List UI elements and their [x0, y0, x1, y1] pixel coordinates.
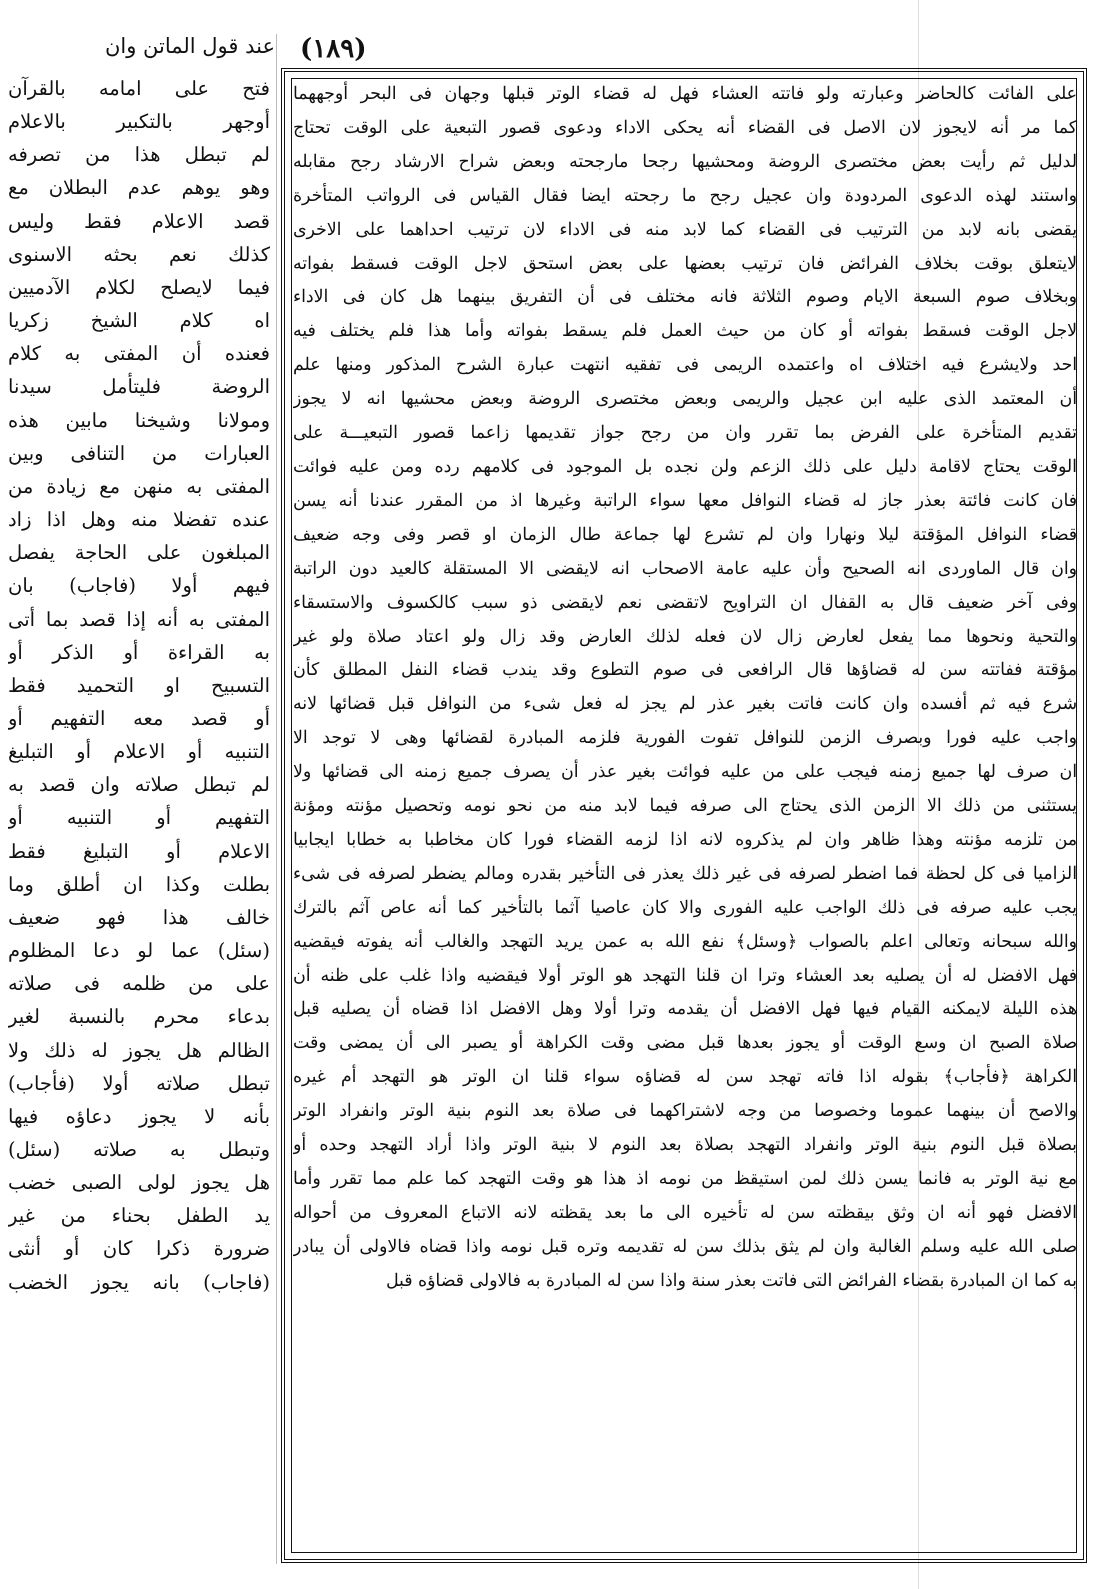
- margin-text-line: بأنه لا يجوز دعاؤه فيها: [8, 1104, 270, 1128]
- main-text-line: مؤقتة ففاتته سن له قضاؤها قال الرافعى فى صوم التطوع وقد يندب قضاء النفل المطلق كأن: [293, 660, 1077, 681]
- main-text-line: يقضى بانه لابد من الترتيب فى القضاء كما لابد منه فى الاداء لان ترتيب احداهما على الاخرى: [293, 219, 1077, 240]
- main-text-line: مع نية الوتر به فانما يسن ذلك لمن استيقظ من نومه اذ هذا هو وقت التهجد كما علم مما تقرر وأما: [293, 1169, 1077, 1189]
- main-text-line: وفى آخر ضعيف قال به القفال ان التراويح لاتقضى نعم لايقضى ذو سبب كالكسوف والاستسقاء: [293, 592, 1077, 613]
- margin-text-line: وهو يوهم عدم البطلان مع: [8, 176, 270, 200]
- margin-text-line: لم تبطل هذا من تصرفه: [8, 143, 270, 167]
- margin-text-line: (فاجاب) بانه يجوز الخضب: [8, 1270, 270, 1294]
- main-text-line: قضاء النوافل المؤقتة ليلا ونهارا وان لم تشرع لها جماعة طال الزمان او قصر وفى وجه ضعيف: [293, 524, 1077, 545]
- main-text-line: ان صرف لها جميع زمنه فيجب على من عليه فوائت بغير عذر أن يصرف جميع زمنه الى قضائها ولا: [293, 762, 1077, 783]
- main-text-line: أن المعتمد الذى عليه ابن عجيل والريمى وبعض مختصرى الروضة وبعض محشيها انه لا يجوز: [293, 389, 1077, 410]
- margin-commentary: [8, 72, 270, 1299]
- margin-text-line: التنبيه أو الاعلام أو التبليغ: [8, 740, 270, 764]
- margin-text-line: المفتى به منهن مع زيادة من: [8, 474, 270, 498]
- main-text-line: الوقت يحتاج لاقامة دليل على ذلك الزعم ولن نجده بل الموجود فى كلامهم رده ومن عليه فوائت: [293, 456, 1077, 477]
- main-text-line: واستند لهذه الدعوى المردودة وان عجيل رجح ما رجحته ايضا فقال القياس فى الرواتب المتأخرة: [293, 185, 1077, 206]
- margin-text-line: على من ظلمه فى صلاته: [8, 972, 270, 996]
- margin-text-line: بطلت وكذا ان أطلق وما: [8, 872, 270, 896]
- main-text-line: شرع فيه ثم أفسده وان كانت فاتت بغير عذر لم يجز له فعل شىء من النوافل قبل قضائها لانه: [293, 694, 1077, 715]
- main-text-line: وان قال الماوردى انه الصحيح وأن عليه عامة الاصحاب انه لايقضى الا المستقلة كالعيد دون الراتبة: [293, 558, 1077, 579]
- margin-text-line: الاعلام أو التبليغ فقط: [8, 839, 270, 863]
- margin-text-line: أوجهر بالتكبير بالاعلام: [8, 110, 270, 134]
- main-text-line: به كما ان المبادرة بقضاء الفرائض التى فاتت بعذر سنة واذا سن له المبادرة به فالاولى قضاؤه قبل: [385, 1270, 1077, 1291]
- margin-divider: [276, 34, 277, 1564]
- margin-text-line: قصد الاعلام فقط وليس: [8, 209, 270, 233]
- main-text-line: والله سبحانه وتعالى اعلم بالصواب ﴿وسئل﴾ نفع الله به عمن يريد التهجد والغالب أنه يفوته فيقضيه: [293, 931, 1077, 952]
- margin-text-line: التسبيح او التحميد فقط: [8, 673, 270, 697]
- margin-text-line: ضرورة ذكرا كان أو أنثى: [8, 1237, 270, 1261]
- margin-text-line: لم تبطل صلاته وان قصد به: [8, 773, 270, 797]
- margin-text-line: بدعاء محرم بالنسبة لغير: [8, 1005, 270, 1029]
- main-text-block: [293, 78, 1077, 1299]
- margin-text-line: فعنده أن المفتى به كلام: [8, 342, 270, 366]
- margin-text-line: عنده تفضلا منه وهل اذا زاد: [8, 508, 270, 532]
- main-text-line: هذه الليلة لايمكنه القيام فيها فهل الافضل أن يقدمه وترا أولا وهل الافضل اذا قضاه أن يصليه قبل: [293, 999, 1077, 1020]
- main-text-line: بصلاة قبل النوم بنية الوتر وانفراد التهجد بصلاة بعد النوم لا بنية الوتر واذا أراد التهجد وحده أو: [293, 1135, 1077, 1156]
- main-text-line: لايتعلق بوقت بخلاف الفرائض فان ترتيب بعضها على بعض استحق لاجل الوقت فسقط بفواته: [293, 253, 1077, 274]
- margin-text-line: اه كلام الشيخ زكريا: [8, 309, 270, 333]
- margin-text-line: هل يجوز لولى الصبى خضب: [8, 1171, 270, 1195]
- main-text-line: وبخلاف صوم السبعة الايام وصوم الثلاثة فانه مختلف فى أن التفريق بينهما هل كان فى الاداء: [293, 287, 1077, 308]
- main-text-line: الافضل فهو أنه ان وثق بيقظته سن له تأخيره الى ما بعد يقظته لانه الاتباع المعروف من أحواله: [293, 1202, 1077, 1223]
- main-text-line: كما مر أنه لايجوز لان الاصل فى القضاء أنه يحكى الاداء ودعوى قصور التبعية على الوقت تحتاج: [293, 117, 1077, 138]
- main-text-line: لاجل الوقت فسقط بفواته أو كان من حيث العمل فلم يسقط بفواته وأما هذا فلم يختلف فيه: [293, 321, 1077, 342]
- page-number: (١٨٩): [300, 34, 367, 64]
- main-text-line: فهل الافضل له أن يصليه بعد العشاء وترا ان قلنا التهجد هو الوتر أولا فيقضيه واذا غلب على ظنه أن: [293, 965, 1077, 986]
- main-text-line: يستثنى من ذلك الا الزمن الذى يحتاج الى صرفه فيما لابد منه من نحو نومه وتحصيل مؤنته ومؤنة: [293, 796, 1077, 817]
- margin-text-line: التفهيم أو التنبيه أو: [8, 806, 270, 830]
- main-text-line: من تلزمه مؤنته وهذا ظاهر وان لم يذكروه لانه اذا لزمه القضاء فورا كان مخاطبا به خطابا ايجابيا: [293, 829, 1077, 850]
- margin-text-line: فيما لايصلح لكلام الآدميين: [8, 275, 270, 299]
- main-text-line: صلى الله عليه وسلم الغالبة وان لم يثق بذلك سن له تقديمه وتره قبل نومه واذا قضاه فالاولى أن يبادر: [293, 1236, 1077, 1257]
- margin-text-line: وتبطل به صلاته (سئل): [8, 1138, 270, 1161]
- margin-text-line: خالف هذا فهو ضعيف: [8, 905, 270, 929]
- margin-text-line: به القراءة أو الذكر أو: [8, 640, 270, 664]
- margin-text-line: يد الطفل بحناء من غير: [8, 1204, 270, 1228]
- main-text-line: يجب عليه صرفه فى ذلك الواجب عليه الفورى والا كان عاصيا آثما بالتأخير كما أنه عاص آثم بالترك: [293, 897, 1077, 918]
- main-text-line: احد ولايشرع فيه اختلاف اه واعتمده الريمى فى تفقيه انتهت عبارة الشرح المذكور ومنها علم: [293, 355, 1077, 376]
- main-text-line: لدليل ثم رأيت بعض مختصرى الروضة ومحشيها رجحا مارجحته وبعض شراح الارشاد رجح مقابله: [293, 151, 1077, 172]
- margin-text-line: كذلك نعم بحثه الاسنوى: [8, 242, 270, 266]
- margin-text-line: (سئل) عما لو دعا المظلوم: [8, 939, 270, 963]
- main-text-line: واجب عليه فورا وبصرف الزمن للنوافل تفوت الفورية فلزمه المبادرة لقضائها وهى لا توجد الا: [293, 728, 1077, 749]
- margin-text-line: الروضة فليتأمل سيدنا: [8, 375, 270, 399]
- main-text-line: الكراهة ﴿فأجاب﴾ بقوله اذا فاته تهجد سن له قضاؤه سواء قلنا ان الوتر هو التهجد أم غيره: [293, 1067, 1077, 1088]
- main-text-line: تقديم المتأخرة على الفرض بما تقرر وان من رجح جواز تقديمها زاعما قصور التبعيـــة على: [293, 423, 1077, 444]
- main-text-line: الزاميا فى كل لحظة فما اضطر لصرفه فى غير ذلك يعذر فى التأخير بقدره ومالم يضطر لصرفه فى شىء: [293, 863, 1077, 884]
- margin-text-line: أو قصد معه التفهيم أو: [8, 706, 270, 730]
- margin-text-line: العبارات من التنافى وبين: [8, 441, 270, 465]
- main-text-line: فان كانت فائتة بعذر جاز له قضاء النوافل معها سواء الراتبة وغيرها اذ من المقرر عندنا أنه يسن: [293, 490, 1077, 511]
- margin-text-line: المفتى به أنه إذا قصد بما أتى: [8, 607, 270, 631]
- main-text-line: والتحية ونحوها مما يفعل لعارض زال لان فعله لذلك العارض وقد زال ولو اعتاد صلاة ولو غير: [293, 626, 1077, 647]
- margin-text-line: تبطل صلاته أولا (فأجاب): [8, 1071, 270, 1095]
- main-text-line: على الفائت كالحاضر وعبارته ولو فاتته العشاء فهل له قضاء الوتر قبلها وجهان فى البحر أوجههما: [293, 84, 1077, 104]
- margin-text-line: فتح على امامه بالقرآن: [8, 77, 270, 100]
- main-text-line: صلاة الصبح ان وسع الوقت أو يجوز بعدها قبل مضى وقت الكراهة أو يصبر الى أن يمضى وقت: [293, 1033, 1077, 1054]
- margin-header: عند قول الماتن وان: [104, 34, 275, 58]
- margin-text-line: المبلغون على الحاجة يفصل: [8, 541, 270, 565]
- main-text-line: والاصح أن بينهما عموما وخصوصا من وجه لاشتراكهما فى صلاة بعد النوم بنية الوتر وانفراد الوتر: [293, 1101, 1077, 1122]
- margin-text-line: فيهم أولا (فاجاب) بان: [8, 574, 270, 598]
- margin-text-line: الظالم هل يجوز له ذلك ولا: [8, 1038, 270, 1062]
- margin-text-line: ومولانا وشيخنا مابين هذه: [8, 408, 270, 432]
